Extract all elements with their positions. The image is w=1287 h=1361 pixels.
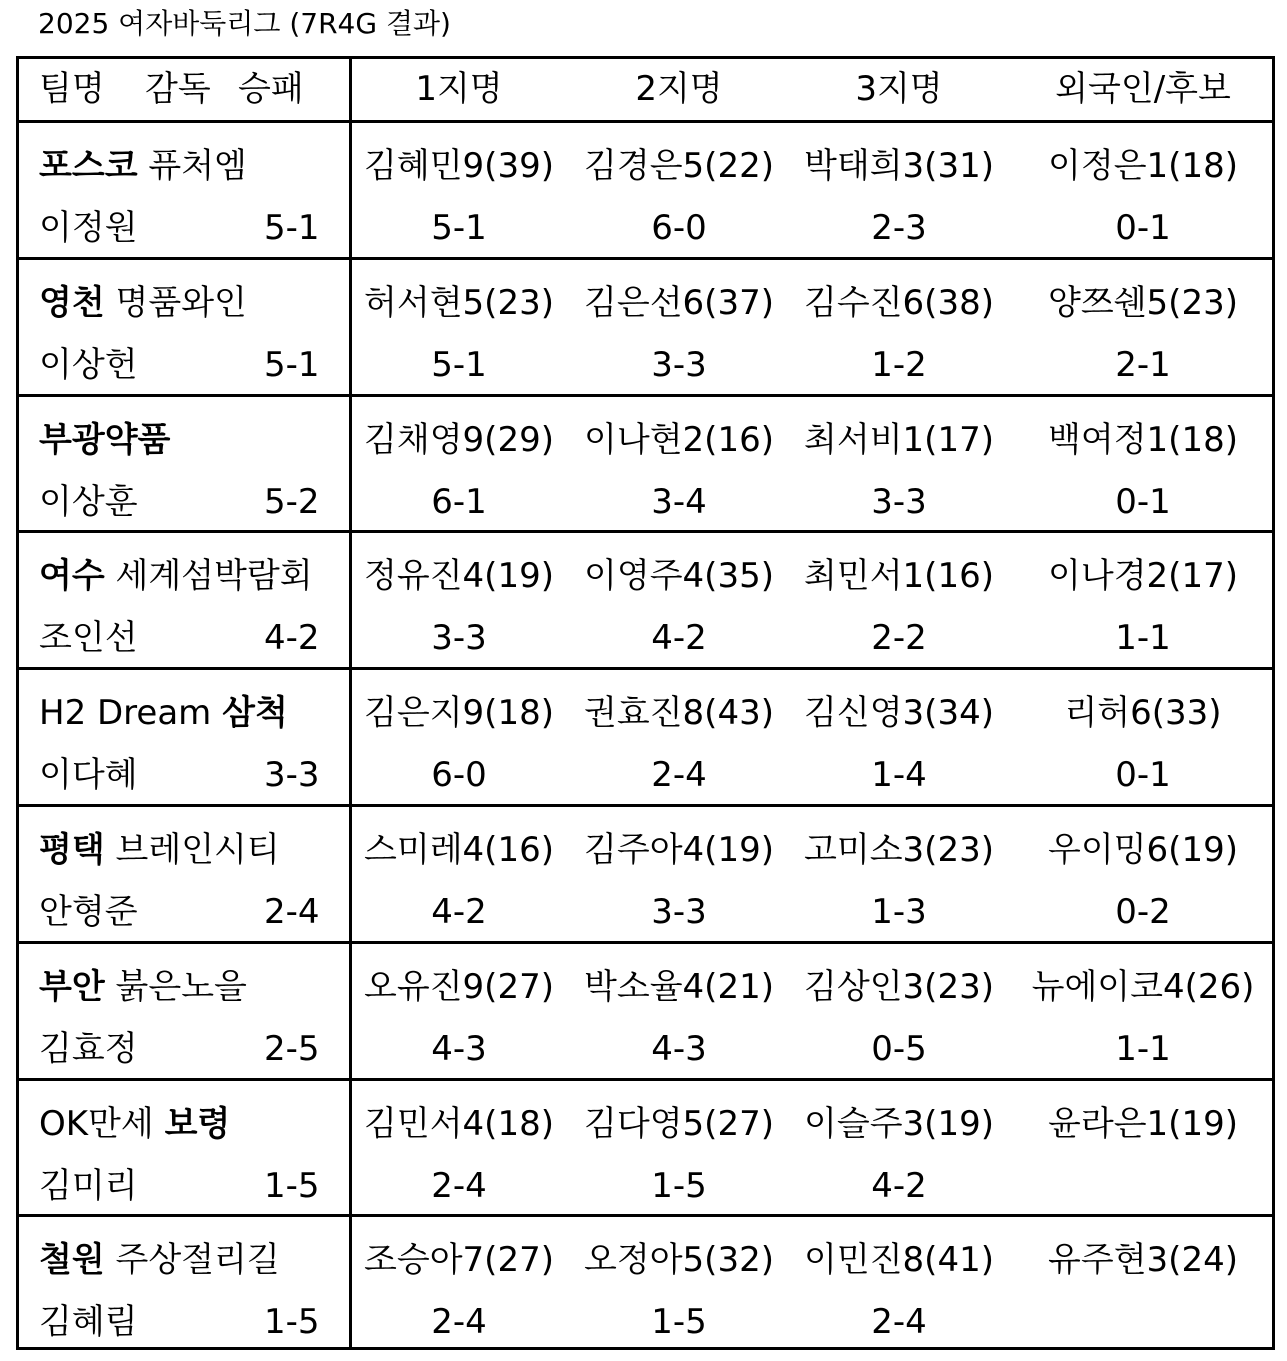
- player-record: 2-1: [1115, 344, 1171, 385]
- team-name: [39, 688, 288, 738]
- player-record: 2-4: [431, 1165, 487, 1206]
- team-record: 3-3: [264, 755, 320, 796]
- player-name: 김은선6(37): [584, 282, 774, 323]
- coach-name: 이상훈: [39, 481, 138, 522]
- player-name: 정유진4(19): [364, 556, 554, 597]
- player-record: 2-3: [871, 208, 927, 248]
- player-record: 0-1: [1115, 755, 1171, 796]
- player-name: 이정은1(18): [1048, 146, 1238, 186]
- player-name: 박태희3(31): [804, 146, 994, 186]
- team-name-bold: 포스코: [39, 146, 138, 186]
- player-record: 0-2: [1115, 892, 1171, 932]
- player-name: 리허6(33): [1064, 693, 1222, 734]
- player-name: 김채영9(29): [364, 419, 554, 460]
- player-name: 김수진6(38): [804, 282, 994, 323]
- player-name: 양쯔쉔5(23): [1048, 282, 1238, 323]
- team-row: [19, 533, 1272, 669]
- player-name: 박소율4(21): [584, 966, 774, 1007]
- player-record: 1-4: [871, 755, 927, 796]
- player-name: 최민서1(16): [804, 556, 994, 597]
- team-name: [39, 1099, 230, 1149]
- player-name: 최서비1(17): [804, 419, 994, 460]
- team-name-normal: 붉은노을: [104, 966, 247, 1007]
- player-record: 4-3: [651, 1028, 707, 1069]
- coach-name: 김미리: [39, 1165, 138, 1206]
- player-record: 3-4: [651, 481, 707, 522]
- team-name-normal: OK만세: [39, 1103, 165, 1144]
- team-row: [19, 123, 1272, 259]
- player-record: 1-5: [651, 1302, 707, 1343]
- team-name-normal: 주상절리길: [104, 1240, 280, 1281]
- team-name: [39, 141, 247, 191]
- team-name-bold: 보령: [164, 1103, 231, 1144]
- player-record: 4-2: [871, 1165, 927, 1206]
- team-name-bold: 부안: [39, 966, 105, 1007]
- player-name: 오유진9(27): [364, 966, 554, 1007]
- player-name: 조승아7(27): [364, 1240, 554, 1281]
- team-record: 2-4: [264, 892, 320, 932]
- player-record: 0-1: [1115, 208, 1171, 248]
- player-name: 김상인3(23): [804, 966, 994, 1007]
- coach-name: 김효정: [39, 1028, 138, 1069]
- player-name: 이슬주3(19): [804, 1103, 994, 1144]
- player-name: 뉴에이코4(26): [1031, 966, 1255, 1007]
- player-record: 1-2: [871, 344, 927, 385]
- player-record: 2-4: [431, 1302, 487, 1343]
- player-name: 오정아5(32): [584, 1240, 774, 1281]
- team-name-normal: H2 Dream: [39, 693, 223, 734]
- header-pick-1: 1지명: [415, 69, 503, 109]
- team-record: 1-5: [264, 1165, 320, 1206]
- team-record: 5-1: [264, 344, 320, 385]
- team-name-bold: 평택: [39, 830, 105, 870]
- player-record: 2-4: [871, 1302, 927, 1343]
- player-record: 4-2: [651, 618, 707, 659]
- coach-name: 김혜림: [39, 1302, 138, 1343]
- team-name-bold: 삼척: [222, 693, 288, 734]
- player-record: 1-5: [651, 1165, 707, 1206]
- team-record: 2-5: [264, 1028, 320, 1069]
- team-record: 5-2: [264, 481, 320, 522]
- player-record: 4-2: [431, 892, 487, 932]
- team-record: 5-1: [264, 208, 320, 248]
- coach-name: 이다혜: [39, 755, 138, 796]
- player-record: 0-5: [871, 1028, 927, 1069]
- player-record: 6-0: [431, 755, 487, 796]
- player-record: 5-1: [431, 344, 487, 385]
- coach-name: 안형준: [39, 892, 138, 932]
- player-name: 김경은5(22): [584, 146, 774, 186]
- player-name: 유주현3(24): [1048, 1240, 1238, 1281]
- player-name: 김혜민9(39): [364, 146, 554, 186]
- player-name: 윤라은1(19): [1048, 1103, 1238, 1144]
- team-name: [39, 278, 247, 328]
- player-name: 우이밍6(19): [1048, 830, 1238, 870]
- player-name: 이나현2(16): [584, 419, 774, 460]
- player-name: 허서현5(23): [364, 282, 554, 323]
- team-name-normal: 명품와인: [104, 282, 247, 323]
- team-row: [19, 1217, 1272, 1353]
- team-record: 1-5: [264, 1302, 320, 1343]
- player-record: 6-0: [651, 208, 707, 248]
- player-name: 이민진8(41): [804, 1240, 994, 1281]
- header-foreign-reserve: 외국인/후보: [1055, 69, 1231, 109]
- player-name: 김주아4(19): [584, 830, 774, 870]
- player-name: 김민서4(18): [364, 1103, 554, 1144]
- player-record: 2-2: [871, 618, 927, 659]
- team-row: [19, 397, 1272, 533]
- player-name: 백여정1(18): [1048, 419, 1238, 460]
- team-record: 4-2: [264, 618, 320, 659]
- team-name-bold: 부광약품: [39, 419, 171, 460]
- team-row: [19, 260, 1272, 396]
- player-record: 4-3: [431, 1028, 487, 1069]
- results-table: [16, 56, 1275, 1350]
- player-record: 1-3: [871, 892, 927, 932]
- player-record: 6-1: [431, 481, 487, 522]
- team-row: [19, 807, 1272, 943]
- player-name: 김은지9(18): [364, 693, 554, 734]
- player-name: 권효진8(43): [584, 693, 774, 734]
- team-name-bold: 영천: [39, 282, 105, 323]
- player-name: 이나경2(17): [1048, 556, 1238, 597]
- player-record: 5-1: [431, 208, 487, 248]
- header-coach: 감독: [145, 69, 211, 109]
- team-row: [19, 1081, 1272, 1217]
- player-name: 이영주4(35): [584, 556, 774, 597]
- player-record: 3-3: [651, 344, 707, 385]
- header-pick-3: 3지명: [855, 69, 943, 109]
- team-name: [39, 962, 247, 1012]
- coach-name: 조인선: [39, 618, 138, 659]
- player-name: 고미소3(23): [804, 830, 994, 870]
- player-record: 3-3: [871, 481, 927, 522]
- header-pick-2: 2지명: [635, 69, 723, 109]
- team-name-normal: 브레인시티: [104, 830, 280, 870]
- player-record: 3-3: [431, 618, 487, 659]
- player-name: 스미레4(16): [364, 830, 554, 870]
- player-record: 0-1: [1115, 481, 1171, 522]
- player-record: 2-4: [651, 755, 707, 796]
- player-name: 김다영5(27): [584, 1103, 774, 1144]
- player-record: 3-3: [651, 892, 707, 932]
- team-name: [39, 551, 313, 601]
- team-row: [19, 670, 1272, 806]
- coach-name: 이상헌: [39, 344, 138, 385]
- team-name: [39, 415, 170, 465]
- team-name: [39, 825, 280, 875]
- team-name-normal: 세계섬박람회: [104, 556, 313, 597]
- team-name-normal: 퓨처엠: [137, 146, 247, 186]
- player-name: 김신영3(34): [804, 693, 994, 734]
- team-name: [39, 1235, 280, 1285]
- page-title: 2025 여자바둑리그 (7R4G 결과): [38, 7, 451, 40]
- player-record: 1-1: [1115, 1028, 1171, 1069]
- team-row: [19, 944, 1272, 1080]
- team-name-bold: 철원: [39, 1240, 105, 1281]
- team-name-bold: 여수: [39, 556, 105, 597]
- coach-name: 이정원: [39, 208, 138, 248]
- header-team: 팀명: [39, 69, 105, 109]
- header-record: 승패: [238, 69, 304, 109]
- player-record: 1-1: [1115, 618, 1171, 659]
